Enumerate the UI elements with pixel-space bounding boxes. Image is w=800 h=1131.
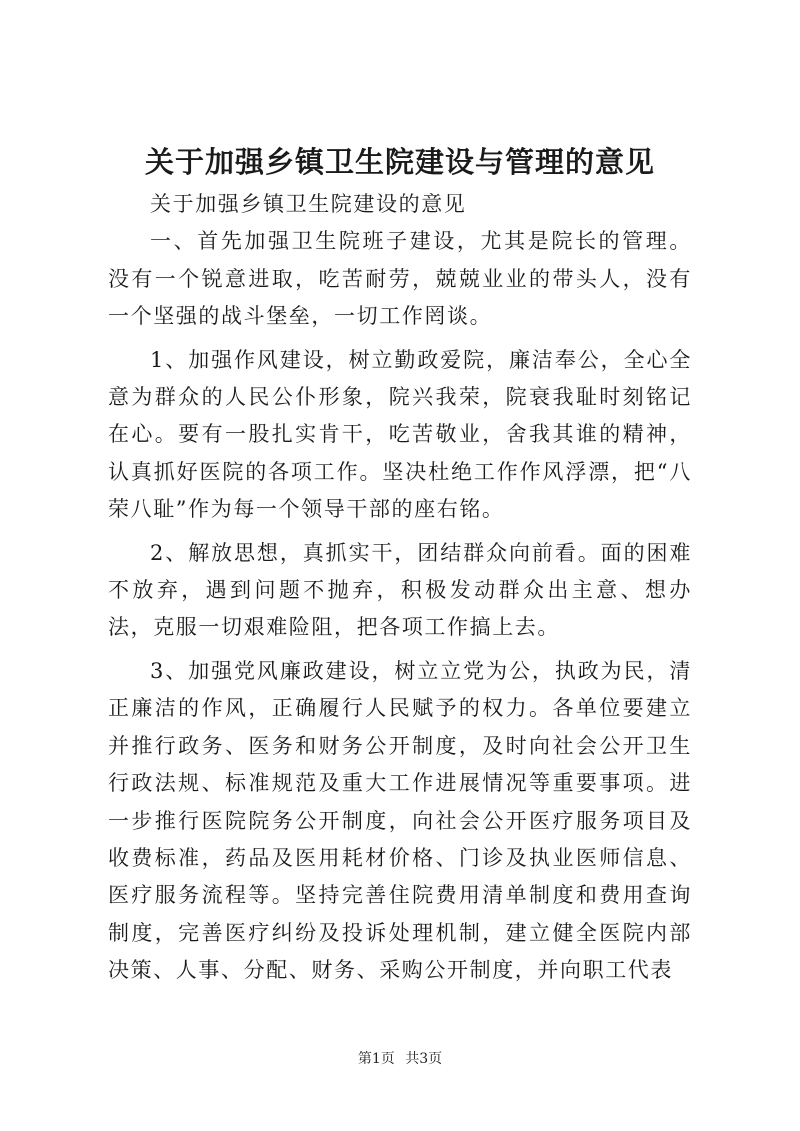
document-title: 关于加强乡镇卫生院建设与管理的意见 — [144, 145, 655, 179]
document-body — [108, 186, 692, 990]
paragraph-4: 3、加强党风廉政建设，树立立党为公，执政为民，清正廉洁的作风，正确履行人民赋予的权力。各单位要建立并推行政务、医务和财务公开制度，及时向社会公开卫生行政法规、标准规范及重大工作进展情况等重要事项。进一步推行医院院务公开制度，向社会公开医疗服务项目及收费标准，药品及医用耗材价格、门诊及执业医师信息、医疗服务流程等。坚持完善住院费用清单制度和费用查询制度，完善医疗纠纷及投诉处理机制，建立健全医院内部决策、人事、分配、财务、采购公开制度，并向职工代表 — [108, 658, 692, 983]
page-footer — [0, 1048, 800, 1068]
page-number: 第1页 — [357, 1051, 395, 1067]
document-subtitle: 关于加强乡镇卫生院建设的意见 — [150, 192, 467, 216]
paragraph-3: 2、解放思想，真抓实干，团结群众向前看。面的困难不放弃，遇到问题不抛弃，积极发动群众出主意、想办法，克服一切艰难险阻，把各项工作搞上去。 — [108, 540, 692, 640]
paragraph-2: 1、加强作风建设，树立勤政爱院，廉洁奉公，全心全意为群众的人民公仆形象，院兴我荣，院衰我耻时刻铭记在心。要有一股扎实肯干，吃苦敬业，舍我其谁的精神，认真抓好医院的各项工作。坚决杜绝工作作风浮漂，把“八荣八耻”作为每一个领导干部的座右铭。 — [108, 347, 692, 522]
paragraph-1: 一、首先加强卫生院班子建设，尤其是院长的管理。没有一个锐意进取，吃苦耐劳，兢兢业业的带头人，没有一个坚强的战斗堡垒，一切工作罔谈。 — [108, 229, 692, 329]
page-total: 共3页 — [405, 1051, 443, 1067]
